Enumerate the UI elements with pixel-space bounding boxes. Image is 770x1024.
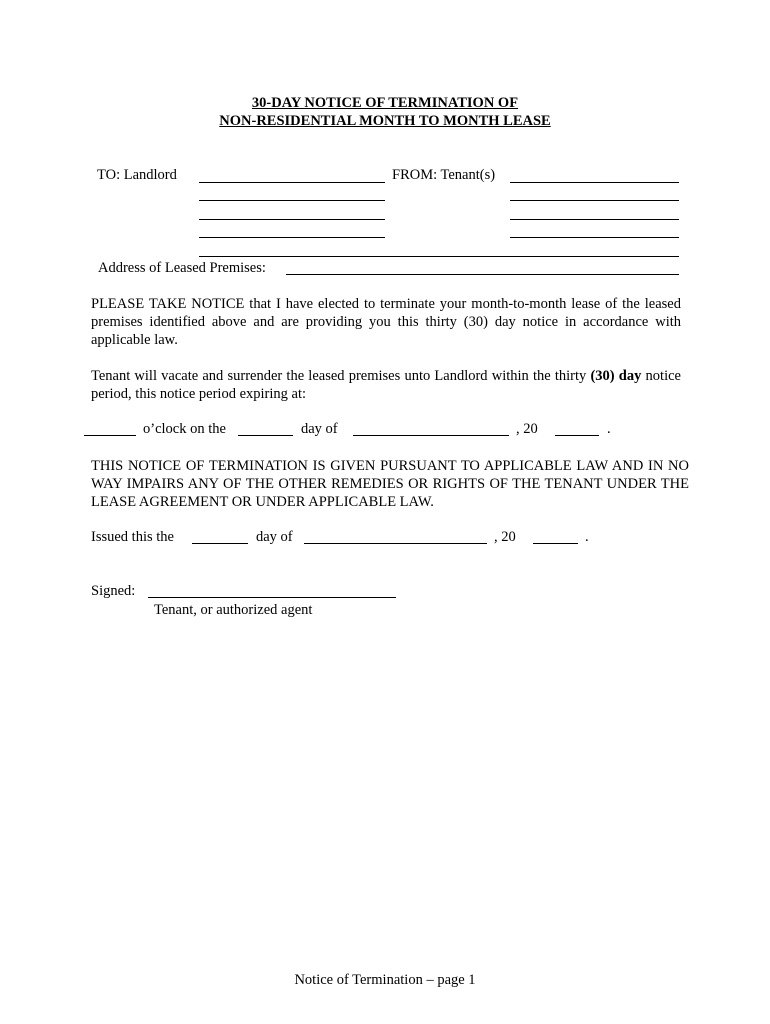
- signed-label: Signed:: [91, 583, 136, 599]
- expiry-hour-line[interactable]: [84, 435, 136, 436]
- issued-period: .: [585, 529, 589, 545]
- expiry-day-line[interactable]: [238, 435, 293, 436]
- signature-line[interactable]: [148, 597, 396, 598]
- issued-label: Issued this the: [91, 529, 174, 545]
- address-label: Address of Leased Premises:: [98, 260, 266, 276]
- address-line[interactable]: [286, 274, 679, 275]
- page-footer: Notice of Termination – page 1: [294, 972, 476, 988]
- expiry-period: .: [607, 421, 611, 437]
- issued-month-line[interactable]: [304, 543, 487, 544]
- tenant-line-1[interactable]: [510, 182, 679, 183]
- expiry-year-line[interactable]: [555, 435, 599, 436]
- to-landlord-label: TO: Landlord: [97, 167, 177, 183]
- landlord-line-4[interactable]: [199, 237, 385, 238]
- expiry-year-prefix: , 20: [516, 421, 538, 437]
- expiry-day-of-text: day of: [301, 421, 338, 437]
- vacate-paragraph-bold: (30) day: [590, 368, 642, 384]
- landlord-line-1[interactable]: [199, 182, 385, 183]
- address-extra-line[interactable]: [199, 256, 679, 257]
- legal-paragraph: THIS NOTICE OF TERMINATION IS GIVEN PURSUANT TO APPLICABLE LAW AND IN NO WAY IMPAIRS ANY OF THE OTHER REMEDIES OR RIGHTS OF THE TENANT UNDER THE LEASE AGREEMENT OR UNDER APPLICABLE LAW.: [91, 458, 689, 510]
- document-title-line-2: NON-RESIDENTIAL MONTH TO MONTH LEASE: [219, 113, 551, 129]
- document-title-line-1: 30-DAY NOTICE OF TERMINATION OF: [251, 95, 519, 111]
- issued-year-prefix: , 20: [494, 529, 516, 545]
- vacate-paragraph: [91, 367, 681, 403]
- issued-day-of-text: day of: [256, 529, 293, 545]
- tenant-line-4[interactable]: [510, 237, 679, 238]
- vacate-paragraph-text-end: notice period, this notice period expiring at:: [91, 368, 681, 402]
- tenant-line-2[interactable]: [510, 200, 679, 201]
- expiry-oclock-text: o’clock on the: [143, 421, 226, 437]
- landlord-line-2[interactable]: [199, 200, 385, 201]
- from-tenant-label: FROM: Tenant(s): [392, 167, 496, 183]
- tenant-line-3[interactable]: [510, 219, 679, 220]
- landlord-line-3[interactable]: [199, 219, 385, 220]
- vacate-paragraph-text-start: Tenant will vacate and surrender the leased premises unto Landlord within the thirty: [91, 368, 591, 384]
- issued-day-line[interactable]: [192, 543, 248, 544]
- issued-year-line[interactable]: [533, 543, 578, 544]
- notice-paragraph: PLEASE TAKE NOTICE that I have elected to terminate your month-to-month lease of the leased premises identified above and are providing you this thirty (30) day notice in accordance with applicable law.: [91, 296, 681, 348]
- signer-caption: Tenant, or authorized agent: [154, 602, 313, 618]
- expiry-month-line[interactable]: [353, 435, 509, 436]
